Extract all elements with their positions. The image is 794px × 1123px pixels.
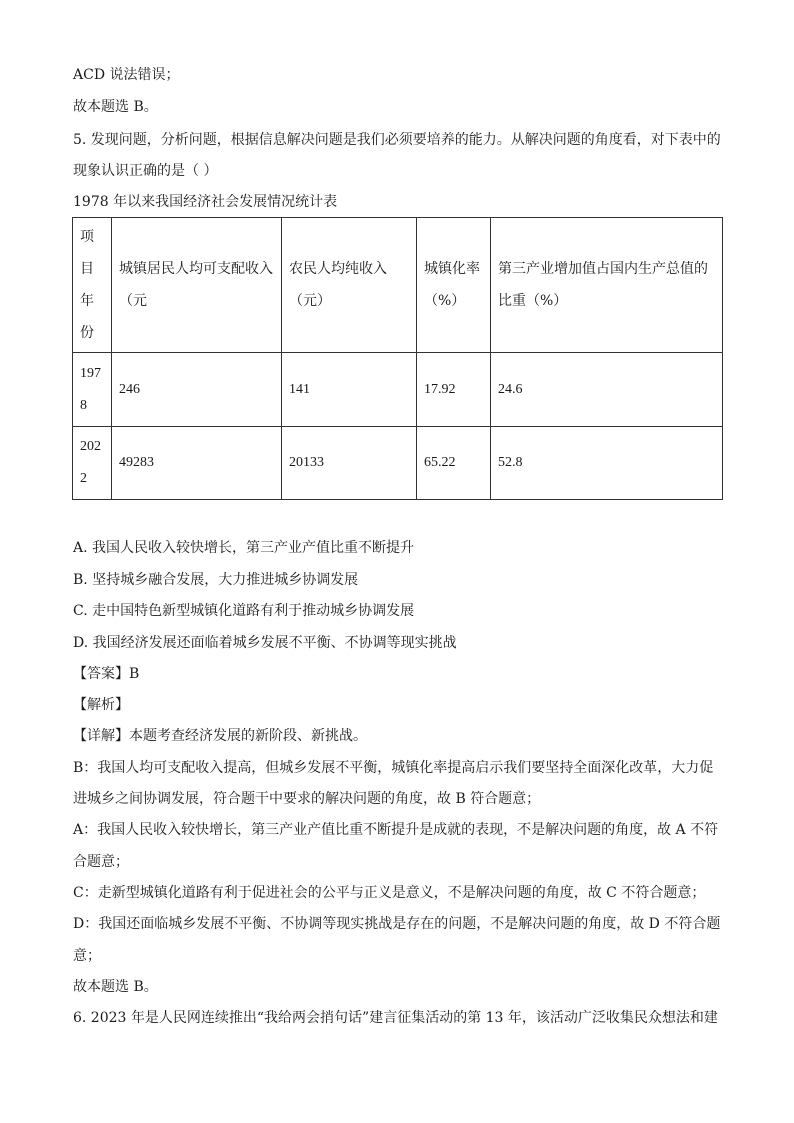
answer-label: 【答案】B (73, 666, 140, 682)
detail-line: 合题意； (73, 854, 129, 870)
question-stem: 6. 2023 年是人民网连续推出“我给两会捎句话”建言征集活动的第 13 年，该活动广泛收集民众想法和建 (73, 1010, 718, 1026)
text-line: ACD 说法错误； (73, 67, 180, 83)
table-cell: 141 (282, 353, 417, 427)
table-cell: 24.6 (491, 353, 723, 427)
table-header-cell: 第三产业增加值占国内生产总值的比重（%） (491, 218, 723, 353)
table-header-cell: 城镇化率（%） (417, 218, 491, 353)
detail-line: 意； (73, 948, 101, 964)
table-cell: 2022 (73, 427, 112, 500)
analysis-label: 【解析】 (73, 697, 129, 713)
table-cell: 246 (112, 353, 282, 427)
table-cell: 52.8 (491, 427, 723, 500)
option-a: A. 我国人民收入较快增长，第三产业产值比重不断提升 (73, 540, 415, 556)
table-header-cell: 城镇居民人均可支配收入（元 (112, 218, 282, 353)
statistics-table (72, 217, 723, 500)
detail-line: A：我国人民收入较快增长，第三产业产值比重不断提升是成就的表现，不是解决问题的角度，故 A 不符 (73, 822, 719, 838)
detail-line: 【详解】本题考查经济发展的新阶段、新挑战。 (73, 728, 367, 744)
table-cell: 17.92 (417, 353, 491, 427)
table-cell: 1978 (73, 353, 112, 427)
table-row (73, 353, 723, 427)
table-cell: 20133 (282, 427, 417, 500)
detail-line: B：我国人均可支配收入提高，但城乡发展不平衡，城镇化率提高启示我们要坚持全面深化改革，大力促 (73, 760, 714, 776)
option-d: D. 我国经济发展还面临着城乡发展不平衡、不协调等现实挑战 (73, 635, 457, 651)
text-line: 故本题选 B。 (73, 99, 158, 115)
table-header-row (73, 218, 723, 353)
detail-line: C：走新型城镇化道路有利于促进社会的公平与正义是意义，不是解决问题的角度，故 C 不符合题意； (73, 885, 706, 901)
table-header-cell: 项目年份 (73, 218, 112, 353)
table-row (73, 427, 723, 500)
detail-line: 故本题选 B。 (73, 979, 158, 995)
detail-line: 进城乡之间协调发展，符合题干中要求的解决问题的角度，故 B 符合题意； (73, 791, 541, 807)
question-stem: 5. 发现问题，分析问题，根据信息解决问题是我们必须要培养的能力。从解决问题的角度看，对下表中的 (73, 132, 721, 148)
option-b: B. 坚持城乡融合发展，大力推进城乡协调发展 (73, 572, 359, 588)
table-cell: 65.22 (417, 427, 491, 500)
table-title: 1978 年以来我国经济社会发展情况统计表 (73, 194, 338, 210)
table-header-cell: 农民人均纯收入（元） (282, 218, 417, 353)
question-stem: 现象认识正确的是（ ） (73, 163, 218, 179)
detail-line: D：我国还面临城乡发展不平衡、不协调等现实挑战是存在的问题，不是解决问题的角度，故 D 不符合题 (73, 916, 721, 932)
option-c: C. 走中国特色新型城镇化道路有利于推动城乡协调发展 (73, 603, 415, 619)
table-cell: 49283 (112, 427, 282, 500)
